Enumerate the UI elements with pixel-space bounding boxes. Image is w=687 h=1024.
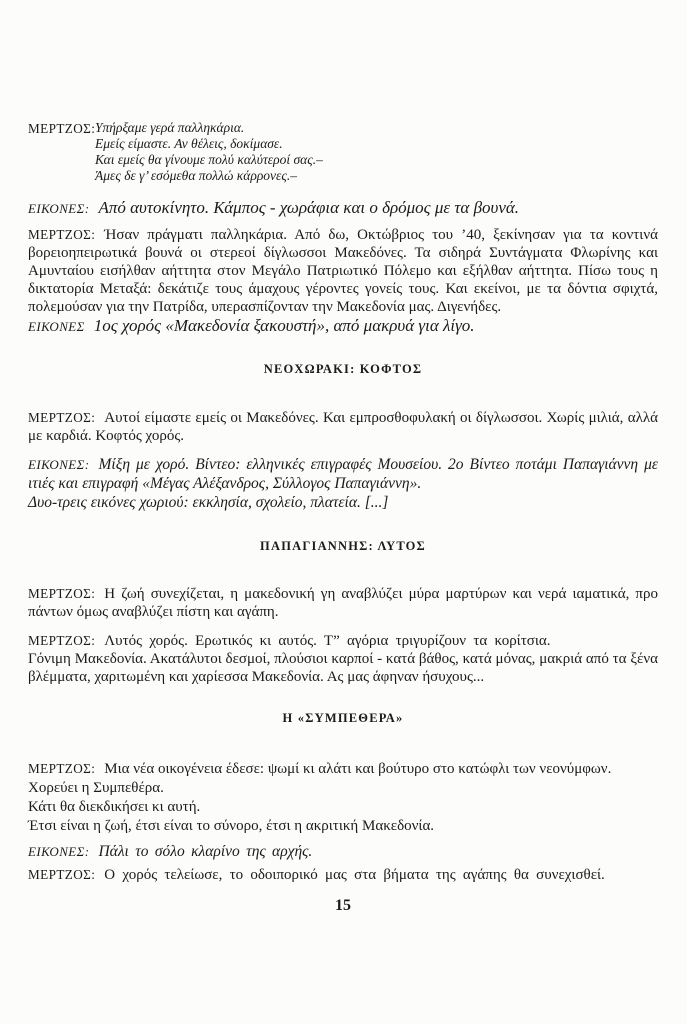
dialogue-text: Λυτός χορός. Ερωτικός κι αυτός. Τ” αγόρια τριγυρίζουν τα κορίτσια. bbox=[104, 633, 551, 649]
images-text: Από αυτοκίνητο. Κάμπος - χωράφια και ο δρόμος με τα βουνά. bbox=[98, 198, 520, 217]
images-label: ΕΙΚΟΝΕΣ: bbox=[28, 201, 90, 216]
images-cue-block bbox=[28, 842, 658, 861]
verse-line: Εμείς είμαστε. Αν θέλεις, δοκίμασε. bbox=[95, 136, 283, 151]
dialogue-block bbox=[28, 632, 658, 686]
dialogue-text: Ο χορός τελείωσε, το οδοιπορικό μας στα βήματα της αγάπης θα συνεχισθεί. bbox=[104, 867, 605, 883]
verse-line: Υπήρξαμε γερά παλληκάρια. bbox=[95, 120, 245, 135]
speaker-label: ΜΕΡΤΖΟΣ: bbox=[28, 410, 96, 425]
dialogue-block bbox=[28, 409, 658, 445]
images-label: ΕΙΚΟΝΕΣ bbox=[28, 319, 85, 334]
verse-quotation bbox=[95, 120, 658, 184]
speaker-label: ΜΕΡΤΖΟΣ: bbox=[28, 761, 96, 776]
dialogue-block bbox=[28, 585, 658, 621]
dialogue-block bbox=[28, 226, 658, 316]
dialogue-text-main: Μια νέα οικογένεια έδεσε: ψωμί κι αλάτι και βούτυρο στο κατώφλι των νεονύμφων. bbox=[104, 761, 612, 777]
speaker-label: ΜΕΡΤΖΟΣ: bbox=[28, 586, 96, 601]
images-text: Πάλι το σόλο κλαρίνο της αρχής. bbox=[98, 843, 313, 860]
images-label: ΕΙΚΟΝΕΣ: bbox=[28, 844, 90, 859]
images-text: 1ος χορός «Μακεδονία ξακουστή», από μακρυά για λίγο. bbox=[93, 316, 475, 335]
dialogue-text: Αυτοί είμαστε εμείς οι Μακεδόνες. Και εμπροσθοφυλακή οι δίγλωσσοι. Χωρίς μιλιά, αλλά με καρδιά. Κοφτός χορός. bbox=[28, 410, 658, 444]
images-cue-block bbox=[28, 316, 658, 337]
images-cue-block bbox=[28, 198, 658, 219]
speaker-label: ΜΕΡΤΖΟΣ: bbox=[28, 227, 96, 242]
dialogue-text: Η ζωή συνεχίζεται, η μακεδονική γη αναβλύζει μύρα μαρτύρων και νερά ιαματικά, προ πάντων όμως αναβλύζει πίστη και αγάπη. bbox=[28, 586, 658, 620]
verse-line: Και εμείς θα γίνουμε πολύ καλύτεροί σας.– bbox=[95, 152, 323, 167]
dialogue-text: Ήσαν πράγματι παλληκάρια. Από δω, Οκτώβριος του ’40, ξεκίνησαν για τα κοντινά βορειοηπειρωτικά βουνά οι στερεοί δίγλωσσοι Μακεδόνες. Τα σιδηρά Συντάγματα Φλωρίνης και Αμυνταίου εισήλθαν αήττητα στον Μεγάλο Πατριωτικό Πόλεμο και εξήλθαν αήττητα. Πίσω τους η δικτατορία Μεταξά: δεκάτιζε τους άμαχους γέροντες γονείς τους. Και εκείνοι, με τα δόντια σφιχτά, πολεμούσαν για την Πατρίδα, υπερασπίζονταν την Μακεδονία μας. Διγενήδες. bbox=[28, 227, 658, 315]
dialogue-continuation: Γόνιμη Μακεδονία. Ακατάλυτοι δεσμοί, πλούσιοι καρποί - κατά βάθος, κατά μόνας, μακριά από τα ξένα βλέμματα, χαριτωμένη και χαρίεσσα Μακεδονία. Ας μας άφηναν ήσυχους... bbox=[28, 651, 658, 685]
dialogue-line: Χορεύει η Συμπεθέρα. bbox=[28, 780, 164, 796]
section-heading: Η «ΣΥΜΠΕΘΕΡΑ» bbox=[282, 711, 404, 725]
dialogue-block bbox=[28, 759, 658, 836]
images-text bbox=[28, 455, 658, 493]
images-text-main: Μίξη με χορό. Βίντεο: ελληνικές επιγραφές Μουσείου. 2ο Βίντεο ποτάμι Παπαγιάννη με ιτιές και επιγραφή «Μέγας Αλέξανδρος, Σύλλογος Παπαγιάννη». bbox=[28, 456, 658, 492]
dialogue-block bbox=[28, 120, 658, 184]
page-number: 15 bbox=[335, 897, 351, 914]
speaker-label: ΜΕΡΤΖΟΣ: bbox=[28, 633, 96, 648]
images-label: ΕΙΚΟΝΕΣ: bbox=[28, 457, 90, 472]
speaker-label: ΜΕΡΤΖΟΣ: bbox=[28, 121, 96, 136]
images-cue-block bbox=[28, 455, 658, 512]
dialogue-first-line bbox=[28, 632, 658, 650]
images-text-line: Δυο-τρεις εικόνες χωριού: εκκλησία, σχολείο, πλατεία. [...] bbox=[28, 494, 389, 511]
dialogue-line: Έτσι είναι η ζωή, έτσι είναι το σύνορο, έτσι η ακριτική Μακεδονία. bbox=[28, 818, 435, 834]
section-heading: ΠΑΠΑΓΙΑΝΝΗΣ: ΛΥΤΟΣ bbox=[260, 539, 426, 553]
speaker-label: ΜΕΡΤΖΟΣ: bbox=[28, 867, 96, 882]
verse-line: Άμες δε γ’ εσόμεθα πολλώ κάρρονες.– bbox=[95, 168, 297, 183]
dialogue-line: Κάτι θα διεκδικήσει κι αυτή. bbox=[28, 799, 201, 815]
section-heading: ΝΕΟΧΩΡΑΚΙ: ΚΟΦΤΟΣ bbox=[263, 362, 423, 376]
dialogue-block bbox=[28, 866, 658, 884]
dialogue-text bbox=[28, 759, 658, 779]
